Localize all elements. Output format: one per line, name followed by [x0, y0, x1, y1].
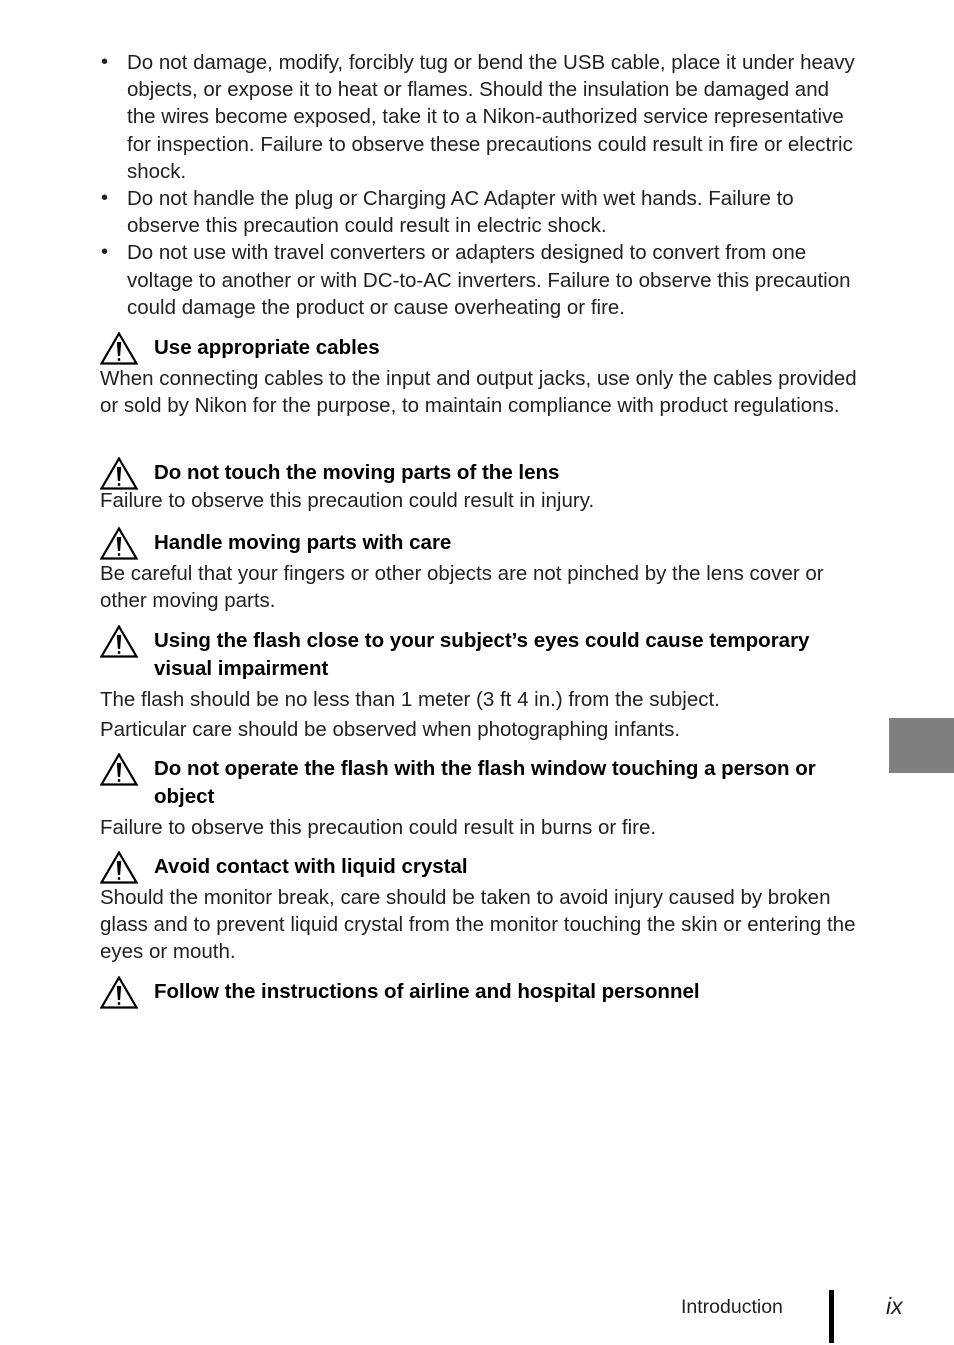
- page-number: ix: [886, 1293, 903, 1319]
- section-heading: [100, 529, 860, 557]
- warning-triangle-icon: [100, 457, 138, 490]
- warning-triangle-icon: [100, 753, 138, 786]
- footer-section-label: Introduction: [681, 1296, 783, 1318]
- warning-triangle-icon: [100, 976, 138, 1009]
- section-body: Be careful that your fingers or other objects are not pinched by the lens cover or other moving parts.: [100, 562, 824, 613]
- section-heading-text: Do not operate the flash with the flash window touching a person or object: [154, 757, 816, 808]
- warning-section-moving-parts: [100, 529, 860, 614]
- footer-divider: [829, 1290, 834, 1343]
- section-heading-text: Using the flash close to your subject’s eyes could cause temporary visual impairment: [154, 629, 810, 680]
- warning-section-airline-hospital: [100, 978, 860, 1006]
- section-heading-text: Use appropriate cables: [154, 336, 380, 359]
- section-body: When connecting cables to the input and output jacks, use only the cables provided or sold by Nikon for the purpose, to maintain compliance with product regulations.: [100, 367, 857, 418]
- section-heading: [100, 755, 860, 811]
- bullet-item: [100, 239, 860, 321]
- warning-section-flash-window: [100, 755, 860, 841]
- section-heading-text: Follow the instructions of airline and hospital personnel: [154, 980, 700, 1003]
- section-body: Failure to observe this precaution could result in injury.: [100, 489, 595, 512]
- bullet-item: [100, 185, 860, 239]
- bullet-text: Do not use with travel converters or adapters designed to convert from one voltage to another or with DC-to-AC inverters. Failure to observe this precaution could damage the product or cause overheating or fire.: [127, 241, 851, 319]
- chapter-side-tab: [889, 718, 954, 773]
- warning-triangle-icon: [100, 332, 138, 365]
- section-body: Should the monitor break, care should be taken to avoid injury caused by broken glass and to prevent liquid crystal from the monitor touching the skin or entering the eyes or mouth.: [100, 886, 856, 964]
- warning-triangle-icon: [100, 851, 138, 884]
- bullet-dot: •: [101, 241, 109, 264]
- warning-triangle-icon: [100, 625, 138, 658]
- warning-triangle-icon: [100, 527, 138, 560]
- section-heading: [100, 627, 860, 683]
- bullet-text: Do not damage, modify, forcibly tug or bend the USB cable, place it under heavy objects, or expose it to heat or flames. Should the insulation be damaged and the wires become exposed, take it to a Nikon-authorized service representative for inspection. Failure to observe these precautions could result in fire or electric shock.: [127, 51, 855, 183]
- section-heading-text: Do not touch the moving parts of the lens: [154, 461, 560, 484]
- warning-section-flash-eyes: [100, 627, 860, 743]
- section-heading: [100, 459, 860, 487]
- section-heading: [100, 853, 860, 881]
- section-heading-text: Avoid contact with liquid crystal: [154, 855, 468, 878]
- bullet-dot: •: [101, 187, 109, 210]
- section-heading-text: Handle moving parts with care: [154, 531, 452, 554]
- warning-section-cables: [100, 334, 860, 419]
- precaution-bullet-list: [100, 49, 860, 321]
- warning-section-liquid-crystal: [100, 853, 860, 966]
- section-heading: [100, 334, 860, 362]
- warning-section-lens: [100, 459, 860, 514]
- bullet-dot: •: [101, 51, 109, 73]
- bullet-item: [100, 49, 860, 185]
- section-body-secondary: Particular care should be observed when photographing infants.: [100, 718, 681, 742]
- section-body: Failure to observe this precaution could result in burns or fire.: [100, 816, 657, 839]
- section-heading: [100, 978, 860, 1006]
- section-body: The flash should be no less than 1 meter (3 ft 4 in.) from the subject.: [100, 688, 720, 711]
- bullet-text: Do not handle the plug or Charging AC Adapter with wet hands. Failure to observe this precaution could result in electric shock.: [127, 187, 794, 238]
